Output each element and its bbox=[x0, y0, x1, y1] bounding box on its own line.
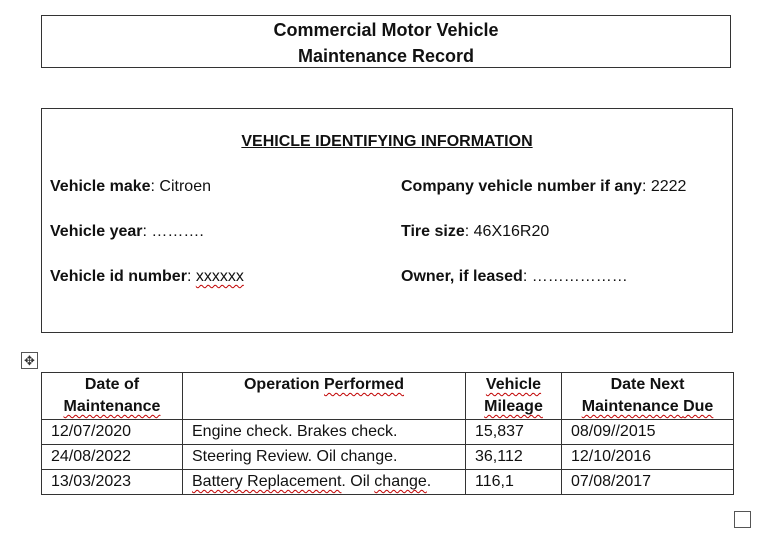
cell-operation-c: change bbox=[374, 473, 427, 490]
field-tire-size bbox=[401, 223, 549, 241]
tire-size-value: : 46X16R20 bbox=[464, 223, 550, 240]
header-mileage-line2: Mileage bbox=[484, 398, 543, 415]
header-operation-b: Performed bbox=[323, 376, 405, 393]
header-date-line1: Date of bbox=[84, 376, 140, 393]
table-row bbox=[42, 420, 734, 445]
cell-operation bbox=[183, 470, 466, 495]
title-line-1: Commercial Motor Vehicle bbox=[273, 20, 499, 40]
header-next-line2a: Maintenance bbox=[581, 398, 684, 415]
header-vehicle-mileage bbox=[466, 373, 562, 420]
header-date-next-maintenance bbox=[562, 373, 734, 420]
table-row bbox=[42, 470, 734, 495]
cell-mileage: 36,112 bbox=[466, 445, 562, 470]
header-next-line2b: Due bbox=[683, 398, 714, 415]
cell-operation-a: Battery Replacement bbox=[192, 473, 342, 490]
table-row bbox=[42, 445, 734, 470]
header-mileage-line1: Vehicle bbox=[485, 376, 542, 393]
header-next-line1: Date Next bbox=[610, 376, 685, 393]
field-vehicle-id-number bbox=[50, 268, 244, 286]
header-operation-performed bbox=[183, 373, 466, 420]
vehicle-make-label: Vehicle make bbox=[50, 178, 151, 195]
vehicle-id-value: xxxxxx bbox=[195, 268, 244, 285]
field-owner-if-leased bbox=[401, 268, 628, 286]
vehicle-info-box bbox=[41, 108, 733, 333]
field-vehicle-make bbox=[50, 178, 211, 196]
title-line-2: Maintenance Record bbox=[297, 46, 475, 66]
table-resize-handle-icon[interactable] bbox=[734, 511, 751, 528]
cell-date: 24/08/2022 bbox=[42, 445, 183, 470]
vehicle-id-sep: : bbox=[186, 268, 196, 285]
cell-operation: Engine check. Brakes check. bbox=[183, 420, 466, 445]
company-number-label: Company vehicle number if any bbox=[401, 178, 642, 195]
cell-next-due: 07/08/2017 bbox=[562, 470, 734, 495]
cell-date: 12/07/2020 bbox=[42, 420, 183, 445]
field-vehicle-year bbox=[50, 223, 204, 241]
company-number-value: : 2222 bbox=[641, 178, 687, 195]
cell-mileage: 15,837 bbox=[466, 420, 562, 445]
owner-label: Owner, if leased bbox=[401, 268, 523, 285]
vehicle-make-value: : Citroen bbox=[150, 178, 211, 195]
cell-mileage: 116,1 bbox=[466, 470, 562, 495]
maintenance-table bbox=[41, 372, 734, 495]
table-header-row bbox=[42, 373, 734, 420]
header-date-of-maintenance bbox=[42, 373, 183, 420]
field-company-vehicle-number bbox=[401, 178, 686, 196]
header-date-line2: Maintenance bbox=[63, 398, 161, 415]
vehicle-id-label: Vehicle id number bbox=[50, 268, 187, 285]
owner-value: : ……………… bbox=[522, 268, 628, 285]
vehicle-year-value: : ………. bbox=[142, 223, 204, 240]
header-next-line2 bbox=[566, 396, 729, 418]
cell-next-due: 08/09//2015 bbox=[562, 420, 734, 445]
section-heading: VEHICLE IDENTIFYING INFORMATION bbox=[241, 133, 533, 150]
header-operation-a: Operation bbox=[243, 376, 324, 393]
tire-size-label: Tire size bbox=[401, 223, 465, 240]
vehicle-year-label: Vehicle year bbox=[50, 223, 143, 240]
document-title bbox=[41, 15, 731, 68]
cell-date: 13/03/2023 bbox=[42, 470, 183, 495]
cell-operation-d: . bbox=[426, 473, 432, 490]
cell-next-due: 12/10/2016 bbox=[562, 445, 734, 470]
table-move-handle-icon[interactable]: ✥ bbox=[21, 352, 38, 369]
cell-operation-b: . Oil bbox=[341, 473, 375, 490]
cell-operation: Steering Review. Oil change. bbox=[183, 445, 466, 470]
